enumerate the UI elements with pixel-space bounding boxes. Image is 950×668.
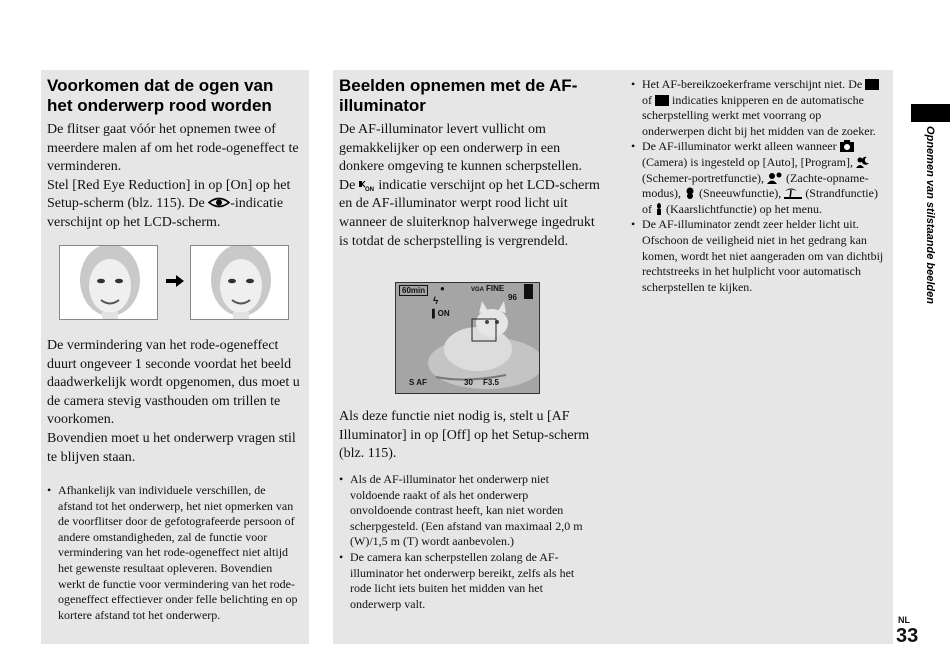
list-item: • Als de AF-illuminator het onderwerp niet voldoende raakt of als het onderwerp onvoldoende contrast heeft, kan niet worden scherpgesteld. (Een afstand van maximaal 2,0 m (W)/1,5 m (T) wordt aanbevolen.) (339, 472, 589, 550)
list-item: • Afhankelijk van individuele verschillen, de afstand tot het onderwerp, het niet opmerken van de voorflitser door de gefotografeerde persoon of andere omstandigheden, zal de functie voor vermindering van het rode-ogeneffect niet altijd het gewenste resultaat opleveren. Bovendien werkt de functie voor vermindering van het rode-ogeneffect effectiever onder felle belichting en op kortere afstand tot het onderwerp. (47, 483, 301, 623)
shutter-speed: 30 (464, 378, 473, 387)
list-item: • Het AF-bereikzoekerframe verschijnt niet. De of indicaties knipperen en de automatische scherpstelling werkt met voorrang op onderwerpen dicht bij het midden van de zoeker. (631, 77, 885, 139)
section-title-af-illuminator: Beelden opnemen met de AF-illuminator (339, 76, 578, 115)
svg-text:ON: ON (364, 186, 374, 191)
page-number: 33 (896, 625, 919, 647)
twilight-portrait-icon (856, 156, 870, 168)
image-quality: FINE (486, 284, 505, 293)
camera-icon (840, 140, 854, 152)
battery-remaining: 60min (399, 285, 428, 296)
memory-stick-icon (524, 284, 533, 299)
red-eye-paragraph: De flitser gaat vóór het opnemen twee of meerdere malen af om het rode-ogeneffect te verminderen. Stel [Red Eye Reduction] in op [On] op het Setup-scherm (blz. 115). De -indicatie verschijnt op het LCD-scherm. (47, 122, 299, 230)
lcd-af-illuminator-indicator: ▌ON (432, 309, 450, 318)
section-title-red-eye: Voorkomen dat de ogen van het onderwerp rood worden (47, 76, 274, 115)
image-size: VGA (471, 287, 485, 293)
eye-icon (208, 196, 230, 209)
lcd-screen-illustration (395, 282, 540, 394)
af-illuminator-intro: Beelden opnemen met de AF-illuminator De AF-illuminator levert vullicht om gemakkelijker op een onderwerp in een donkere omgeving te kunnen scherpstellen. De ON indicatie verschijnt op het LCD-scherm en de AF-illuminator werpt rood licht uit wanneer de sluiterknop halverwege ingedrukt is totdat de scherpstelling is vergrendeld. (339, 76, 600, 249)
red-eye-duration-text: De vermindering van het rode-ogeneffect duurt ongeveer 1 seconde voordat het beeld daadwerkelijk wordt opgenomen, dus moet u de camera stevig vasthouden om trillen te voorkomen. Bovendien moet u het onderwerp vragen stil te blijven staan. (47, 338, 300, 465)
face-photo-after (190, 245, 289, 320)
red-eye-notes (47, 483, 301, 623)
focus-lock-icon (865, 79, 879, 90)
list-item: • De camera kan scherpstellen zolang de AF-illuminator het onderwerp bereikt, zelfs als het rode licht iets buiten het midden van het onderwerp valt. (339, 550, 589, 612)
af-illuminator-notes (339, 472, 589, 612)
face-photo-before (59, 245, 158, 320)
chapter-label: Opnemen van stilstaande beelden (924, 126, 936, 304)
snow-icon (684, 187, 696, 199)
af-illuminator-off-text: Als deze functie niet nodig is, stelt u [AF Illuminator] in op [Off] op het Setup-scherm (blz. 115). (339, 409, 590, 462)
aperture-value: F3.5 (483, 378, 500, 387)
candle-icon (655, 203, 663, 215)
chapter-tab (911, 104, 950, 122)
arrow-right-icon (166, 274, 184, 293)
list-item: • De AF-illuminator werkt alleen wanneer (Camera) is ingesteld op [Auto], [Program], (Schemer-portretfunctie), (Zachte-opname-modus), (Sneeuwfunctie), (Strandfunctie) of (Kaarslichtfunctie) op het menu. (631, 139, 885, 217)
flash-icon: ϟ (433, 296, 439, 307)
af-illuminator-extra-notes (631, 77, 885, 295)
remaining-shots: 96 (508, 293, 517, 302)
focus-mode: S AF (409, 378, 427, 387)
af-illuminator-on-icon (359, 180, 375, 191)
focus-status-icon (655, 95, 669, 106)
language-code: NL (898, 615, 910, 625)
soft-snap-icon (767, 172, 783, 184)
beach-icon (784, 187, 802, 199)
list-item: • De AF-illuminator zendt zeer helder licht uit. Ofschoon de veiligheid niet in het gedrang kan komen, wordt het niet aangeraden om van dichtbij rechtstreeks in het hulplicht voor automatisch scherpstellen te kijken. (631, 217, 885, 295)
record-icon: ● (440, 284, 445, 293)
